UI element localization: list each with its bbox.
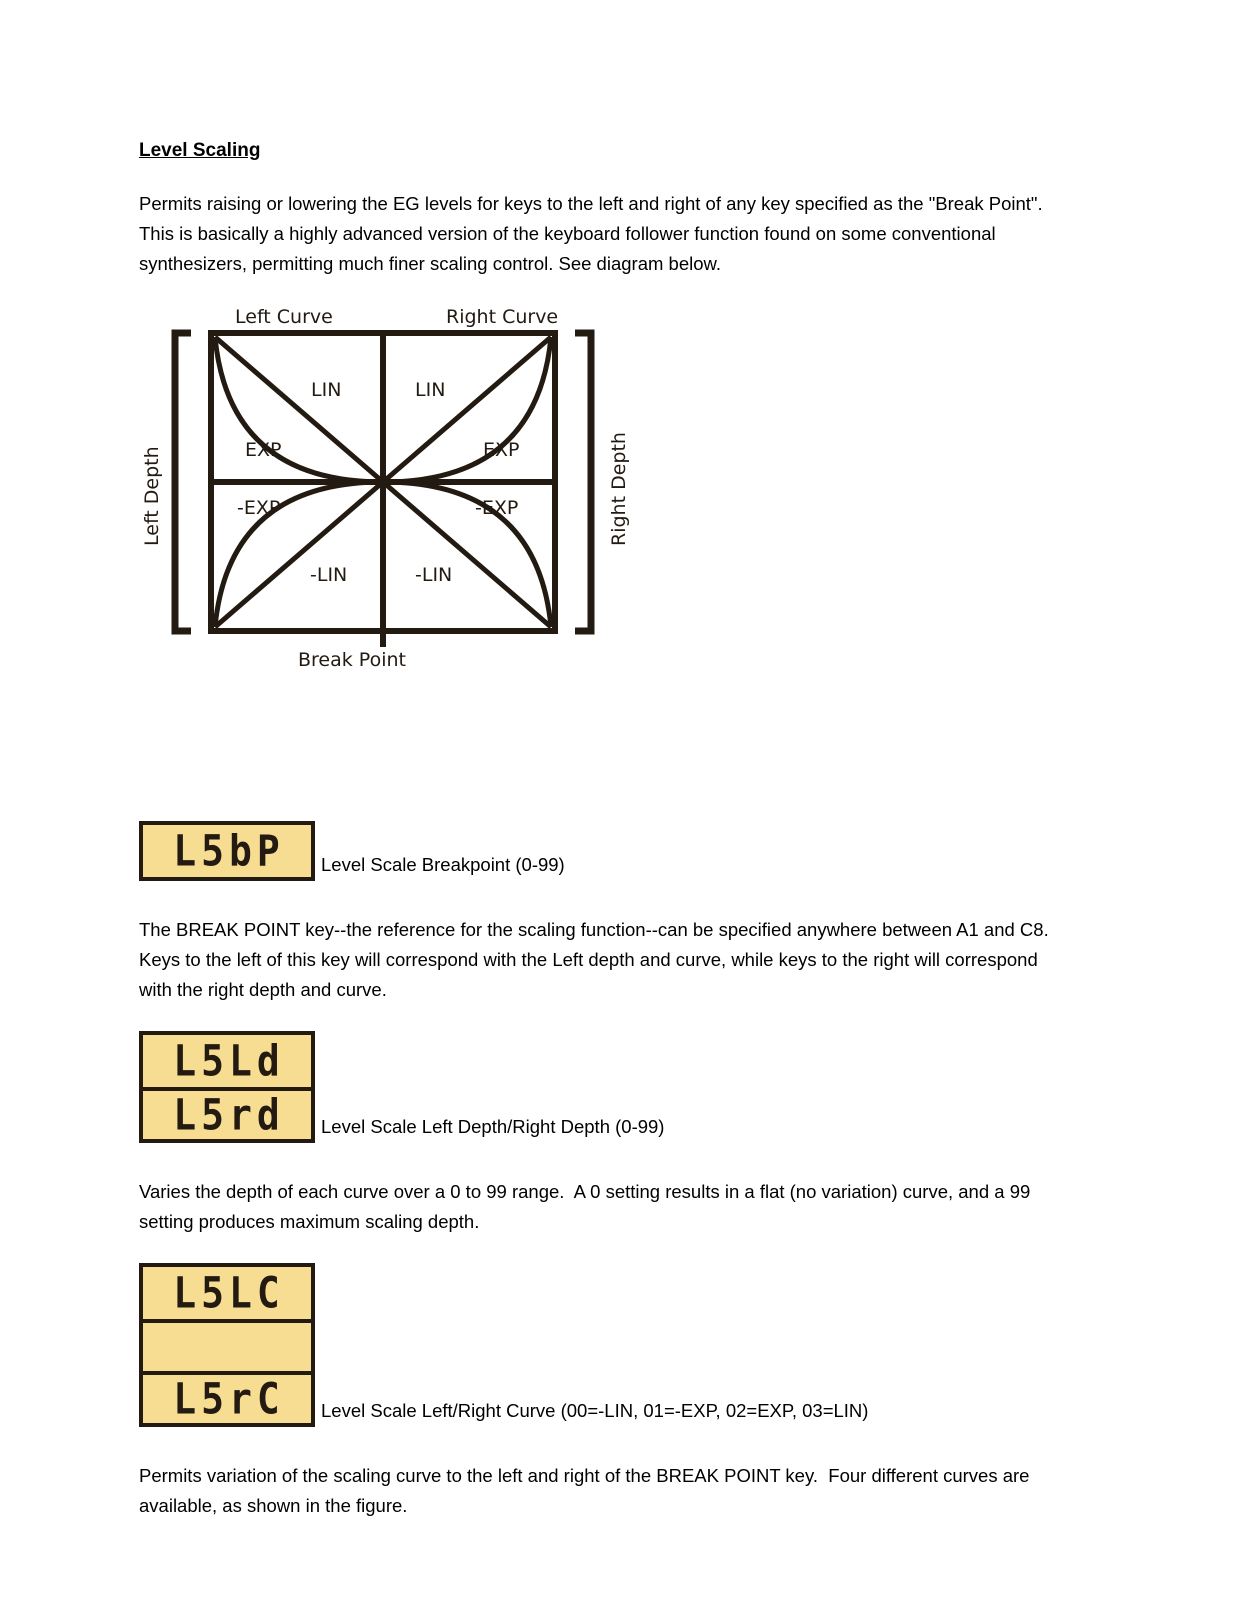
break-point-label: Break Point bbox=[298, 648, 406, 671]
label-lower-left-neg-exp: -EXP bbox=[237, 496, 281, 519]
lcd-display-curve[interactable] bbox=[139, 1263, 315, 1427]
lcd-caption-depth: Level Scale Left Depth/Right Depth (0-99) bbox=[321, 1116, 665, 1138]
lcd-display-breakpoint[interactable] bbox=[139, 821, 315, 881]
parameter-curve bbox=[139, 1263, 1067, 1427]
breakpoint-description: The BREAK POINT key--the reference for the scaling function--can be specified anywhere between A1 and C8. Keys to the left of this key will correspond with the Left depth and curve, while keys to the right will correspond with the right depth and curve. bbox=[139, 918, 1054, 1000]
label-upper-left-exp: EXP bbox=[245, 438, 282, 461]
lcd-row bbox=[143, 825, 311, 877]
lcd-row bbox=[143, 1371, 311, 1423]
page-title: Level Scaling bbox=[139, 140, 261, 161]
curve-description: Permits variation of the scaling curve to the left and right of the BREAK POINT key. Four different curves are available, as shown in the figure. bbox=[139, 1464, 1035, 1516]
label-upper-right-lin: LIN bbox=[415, 378, 446, 401]
level-scaling-diagram bbox=[141, 301, 633, 671]
right-depth-label-group bbox=[608, 432, 630, 546]
lcd-caption-curve: Level Scale Left/Right Curve (00=-LIN, 01=-EXP, 02=EXP, 03=LIN) bbox=[321, 1400, 869, 1422]
left-depth-bracket bbox=[175, 333, 191, 631]
label-lower-right-neg-exp: -EXP bbox=[475, 496, 519, 519]
level-scaling-diagram-svg bbox=[141, 301, 633, 671]
label-lower-left-neg-lin: -LIN bbox=[310, 563, 348, 586]
intro-paragraph: Permits raising or lowering the EG levels for keys to the left and right of any key specified as the "Break Point". This is basically a highly advanced version of the keyboard follower function found on some conventional synthesizers, permitting much finer scaling control. See diagram below. bbox=[139, 192, 1053, 274]
document-content bbox=[139, 140, 1067, 1521]
parameter-depth bbox=[139, 1031, 1067, 1143]
diagram-top-right-label: Right Curve bbox=[446, 305, 559, 328]
left-depth-label-text: Left Depth bbox=[141, 446, 163, 546]
lcd-row bbox=[143, 1087, 311, 1139]
depth-description: Varies the depth of each curve over a 0 to 99 range. A 0 setting results in a flat (no variation) curve, and a 99 setting produces maximum scaling depth. bbox=[139, 1180, 1036, 1232]
right-depth-label-text: Right Depth bbox=[608, 431, 630, 546]
lcd-value: L5rd bbox=[173, 1090, 285, 1140]
lcd-row bbox=[143, 1035, 311, 1087]
lcd-value: L5bP bbox=[173, 826, 285, 876]
label-upper-right-exp: EXP bbox=[483, 438, 520, 461]
lcd-value: L5rC bbox=[173, 1374, 285, 1424]
label-upper-left-lin: LIN bbox=[311, 378, 342, 401]
left-depth-label-group bbox=[141, 446, 163, 546]
lcd-value: L5LC bbox=[173, 1268, 285, 1318]
parameter-breakpoint bbox=[139, 821, 1067, 881]
right-depth-bracket bbox=[575, 333, 591, 631]
lcd-row-blank bbox=[143, 1319, 311, 1371]
label-lower-right-neg-lin: -LIN bbox=[415, 563, 453, 586]
lcd-caption-breakpoint: Level Scale Breakpoint (0-99) bbox=[321, 854, 565, 876]
diagram-top-left-label: Left Curve bbox=[235, 305, 333, 328]
lcd-row bbox=[143, 1267, 311, 1319]
lcd-value: L5Ld bbox=[173, 1036, 285, 1086]
lcd-display-depth[interactable] bbox=[139, 1031, 315, 1143]
